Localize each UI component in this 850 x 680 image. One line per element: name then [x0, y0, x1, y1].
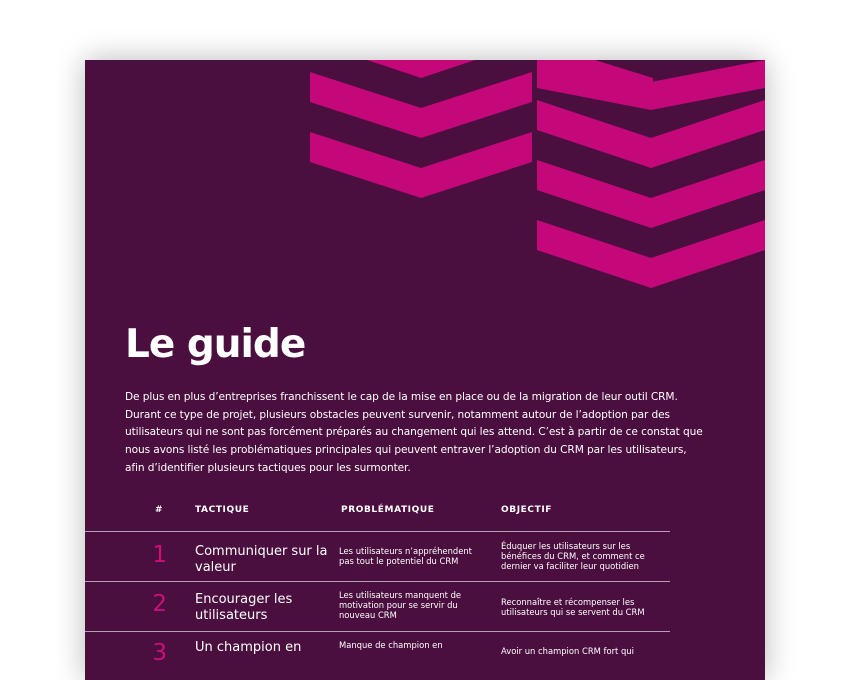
row-number: 1 [152, 542, 167, 568]
row-tactic: Encourager les utilisateurs [195, 592, 293, 623]
row-objective: Éduquer les utilisateurs sur les bénéfices du CRM, et comment ce dernier va faciliter leur quotidien [501, 541, 645, 571]
tactics-table [85, 500, 670, 680]
header-tactic: TACTIQUE [195, 505, 250, 515]
header-number: # [155, 505, 164, 515]
header-objective: OBJECTIF [501, 505, 553, 515]
row-number: 3 [152, 640, 167, 666]
document-page [85, 60, 765, 680]
row-number: 2 [152, 591, 167, 617]
page-title: Le guide [125, 322, 306, 367]
intro-paragraph: De plus en plus d’entreprises franchissent le cap de la mise en place ou de la migration de leur outil CRM. Durant ce type de projet, plusieurs obstacles peuvent survenir, notamment autour de l’adoption par des utilisateurs qui ne sont pas forcément préparés au changement qui les attend. C’est à partir de ce constat que nous avons listé les problématiques principales qui peuvent entraver l’adoption du CRM par les utilisateurs, afin d’identifier plusieurs tactiques pour les surmonter. [125, 391, 703, 474]
row-tactic: Communiquer sur la valeur [195, 544, 328, 575]
table-row [85, 632, 670, 680]
table-row [85, 532, 670, 582]
row-problem: Les utilisateurs manquent de motivation pour se servir du nouveau CRM [339, 590, 462, 620]
row-tactic: Un champion en [195, 640, 302, 655]
table-row [85, 582, 670, 632]
row-objective: Reconnaître et récompenser les utilisateurs qui se servent du CRM [501, 597, 645, 617]
table-header [85, 500, 670, 532]
chevron-pattern-icon [85, 60, 765, 300]
row-problem: Les utilisateurs n’appréhendent pas tout le potentiel du CRM [339, 546, 472, 566]
header-problem: PROBLÉMATIQUE [341, 505, 435, 515]
row-problem: Manque de champion en [339, 640, 443, 650]
row-objective: Avoir un champion CRM fort qui [501, 646, 634, 656]
